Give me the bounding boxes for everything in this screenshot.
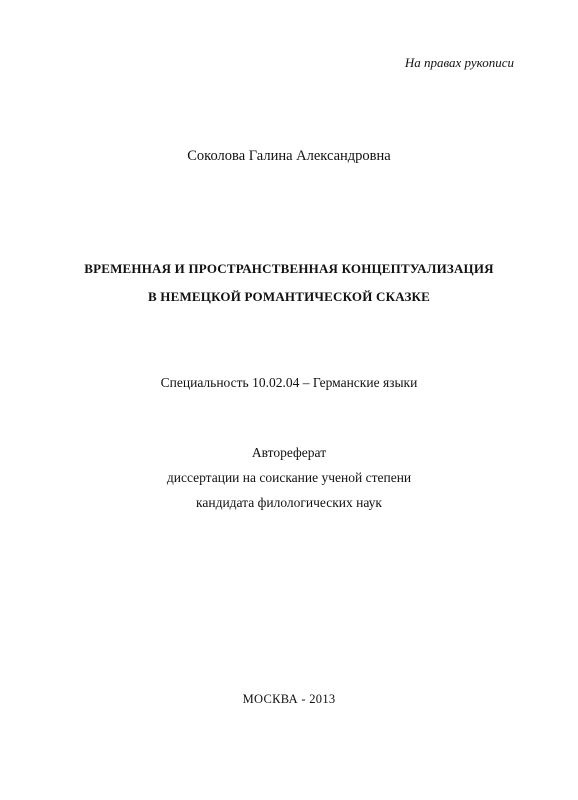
rights-note: На правах рукописи [404,55,514,70]
title-line-1: ВРЕМЕННАЯ И ПРОСТРАНСТВЕННАЯ КОНЦЕПТУАЛИЗАЦИЯ [84,261,494,276]
specialty-line: Специальность 10.02.04 – Германские языки [160,375,418,390]
abstract-degree-field: кандидата филологических наук [196,495,382,510]
title-line-2: В НЕМЕЦКОЙ РОМАНТИЧЕСКОЙ СКАЗКЕ [147,289,431,304]
abstract-label: Автореферат [251,445,327,460]
abstract-degree-line: диссертации на соискание ученой степени [166,470,412,485]
place-year: МОСКВА - 2013 [242,692,336,706]
author-name: Соколова Галина Александровна [187,148,391,164]
